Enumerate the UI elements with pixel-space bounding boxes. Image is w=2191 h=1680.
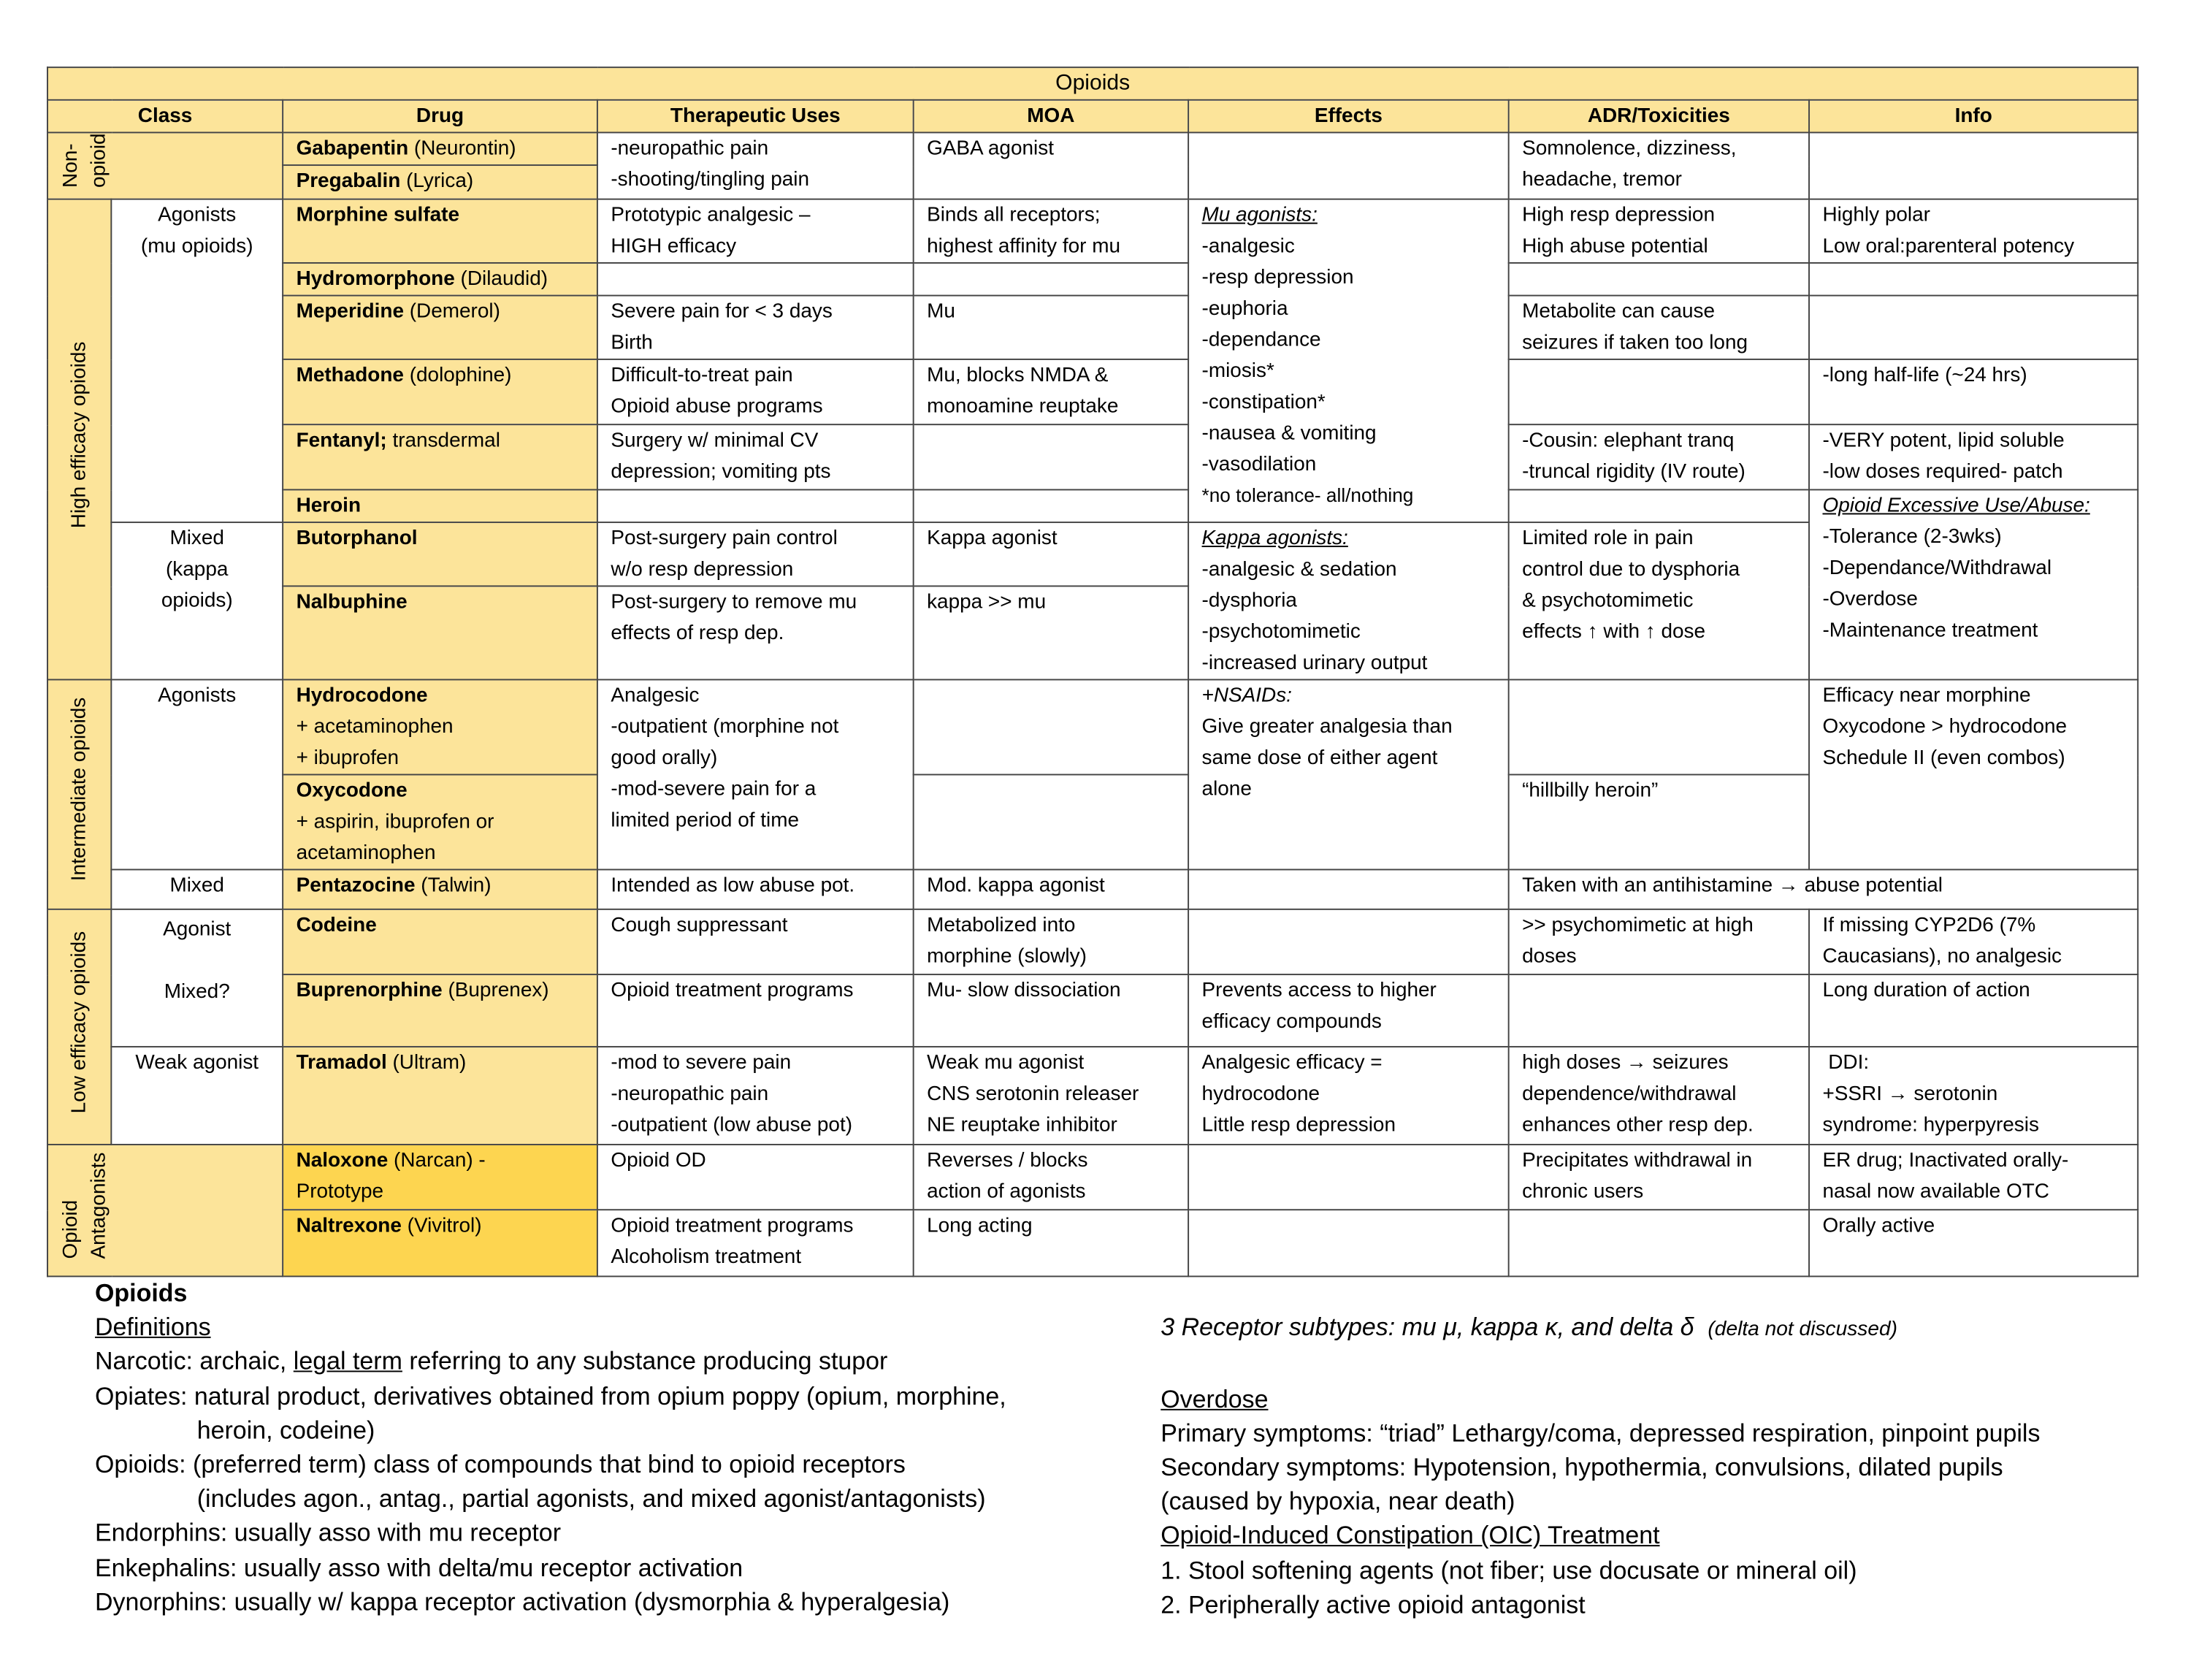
definition-opioids-cont: (includes agon., antag., partial agonists, and mixed agonist/antagonists)	[196, 1484, 986, 1513]
drug-naltrexone: Naltrexone (Vivitrol)	[283, 1210, 597, 1276]
effects-buprenorphine: Prevents access to higher efficacy compounds	[1188, 974, 1509, 1047]
drug-oxycodone: Oxycodone + aspirin, ibuprofen or acetaminophen	[283, 774, 597, 869]
definition-opiates-cont: heroin, codeine)	[196, 1416, 375, 1445]
uses-pentazocine: Intended as low abuse pot.	[597, 869, 914, 909]
moa-buprenorphine: Mu- slow dissociation	[914, 974, 1188, 1047]
moa-heroin	[914, 489, 1188, 522]
info-abuse: Opioid Excessive Use/Abuse: -Tolerance (2-3wks) -Dependance/Withdrawal -Overdose -Maintenance treatment	[1809, 489, 2138, 679]
adr-non-opioid: Somnolence, dizziness, headache, tremor	[1509, 132, 1809, 199]
uses-intermediate: Analgesic -outpatient (morphine not good orally) -mod-severe pain for a limited period of time	[597, 679, 914, 869]
definition-opiates: Opiates: natural product, derivatives obtained from opium poppy (opium, morphine,	[95, 1381, 1006, 1410]
drug-heroin: Heroin	[283, 489, 597, 522]
uses-heroin	[597, 489, 914, 522]
uses-naltrexone: Opioid treatment programs Alcoholism treatment	[597, 1210, 914, 1276]
adr-hydrocodone	[1509, 679, 1809, 774]
uses-methadone: Difficult-to-treat pain Opioid abuse programs	[597, 359, 914, 424]
uses-buprenorphine: Opioid treatment programs	[597, 974, 914, 1047]
effects-codeine	[1188, 909, 1509, 974]
info-meperidine	[1809, 296, 2138, 359]
moa-morphine: Binds all receptors; highest affinity for mu	[914, 199, 1188, 263]
overdose-primary: Primary symptoms: “triad” Lethargy/coma, depressed respiration, pinpoint pupils	[1160, 1419, 2041, 1447]
category-antagonists: Opioid Antagonists	[47, 1145, 283, 1276]
adr-codeine: >> psychomimetic at high doses	[1509, 909, 1809, 974]
drug-fentanyl: Fentanyl; transdermal	[283, 424, 597, 489]
moa-meperidine: Mu	[914, 296, 1188, 359]
drug-codeine: Codeine	[283, 909, 597, 974]
notes-heading: Opioids	[95, 1278, 188, 1307]
subclass-mu-agonists: Agonists (mu opioids)	[111, 199, 283, 522]
adr-morphine: High resp depression High abuse potential	[1509, 199, 1809, 263]
effects-non-opioid	[1188, 132, 1509, 199]
adr-kappa: Limited role in pain control due to dysphoria & psychotomimetic effects ↑ with ↑ dose	[1509, 522, 1809, 679]
adr-meperidine: Metabolite can cause seizures if taken too long	[1509, 296, 1809, 359]
drug-methadone: Methadone (dolophine)	[283, 359, 597, 424]
category-low-efficacy: Low efficacy opioids	[47, 909, 111, 1145]
drug-gabapentin: Gabapentin (Neurontin)	[283, 132, 597, 165]
uses-codeine: Cough suppressant	[597, 909, 914, 974]
info-naloxone: ER drug; Inactivated orally- nasal now available OTC	[1809, 1145, 2138, 1210]
drug-hydromorphone: Hydromorphone (Dilaudid)	[283, 263, 597, 296]
effects-nsaids: +NSAIDs: Give greater analgesia than same dose of either agent alone	[1188, 679, 1509, 869]
moa-naltrexone: Long acting	[914, 1210, 1188, 1276]
notes-left-column	[95, 1275, 1115, 1619]
adr-oxycodone: “hillbilly heroin”	[1509, 774, 1809, 869]
drug-hydrocodone: Hydrocodone + acetaminophen + ibuprofen	[283, 679, 597, 774]
info-hydromorphone	[1809, 263, 2138, 296]
drug-nalbuphine: Nalbuphine	[283, 587, 597, 679]
moa-hydrocodone	[914, 679, 1188, 774]
uses-nalbuphine: Post-surgery to remove mu effects of resp dep.	[597, 587, 914, 679]
uses-naloxone: Opioid OD	[597, 1145, 914, 1210]
table-title: Opioids	[47, 67, 2138, 100]
moa-oxycodone	[914, 774, 1188, 869]
subclass-low-agonist: Agonist Mixed?	[111, 909, 283, 1047]
definition-narcotic: Narcotic: archaic, legal term referring to any substance producing stupor	[95, 1347, 888, 1376]
subclass-intermediate-agonists: Agonists	[111, 679, 283, 869]
info-buprenorphine: Long duration of action	[1809, 974, 2138, 1047]
uses-meperidine: Severe pain for < 3 days Birth	[597, 296, 914, 359]
info-tramadol: DDI: +SSRI → serotonin syndrome: hyperpyresis	[1809, 1047, 2138, 1145]
info-fentanyl: -VERY potent, lipid soluble -low doses required- patch	[1809, 424, 2138, 489]
adr-fentanyl: -Cousin: elephant tranq -truncal rigidity (IV route)	[1509, 424, 1809, 489]
uses-tramadol: -mod to severe pain -neuropathic pain -outpatient (low abuse pot)	[597, 1047, 914, 1145]
subclass-intermediate-mixed: Mixed	[111, 869, 283, 909]
adr-heroin	[1509, 489, 1809, 522]
notes-right-column	[1160, 1275, 2152, 1621]
moa-non-opioid: GABA agonist	[914, 132, 1188, 199]
adr-tramadol: high doses → seizures dependence/withdrawal enhances other resp dep.	[1509, 1047, 1809, 1145]
receptor-subtypes: 3 Receptor subtypes: mu μ, kappa κ, and delta δ (delta not discussed)	[1160, 1313, 1898, 1342]
moa-fentanyl	[914, 424, 1188, 489]
definition-endorphins: Endorphins: usually asso with mu receptor	[95, 1519, 562, 1547]
category-intermediate: Intermediate opioids	[47, 679, 111, 909]
uses-butorphanol: Post-surgery pain control w/o resp depression	[597, 522, 914, 587]
adr-buprenorphine	[1509, 974, 1809, 1047]
moa-pentazocine: Mod. kappa agonist	[914, 869, 1188, 909]
info-intermediate: Efficacy near morphine Oxycodone > hydrocodone Schedule II (even combos)	[1809, 679, 2138, 869]
definition-opioids: Opioids: (preferred term) class of compounds that bind to opioid receptors	[95, 1450, 906, 1478]
moa-naloxone: Reverses / blocks action of agonists	[914, 1145, 1188, 1210]
header-drug: Drug	[283, 100, 597, 133]
adr-pentazocine: Taken with an antihistamine → abuse potential	[1509, 869, 2138, 909]
oic-item-1: 1. Stool softening agents (not fiber; use docusate or mineral oil)	[1160, 1555, 1857, 1584]
uses-non-opioid: -neuropathic pain -shooting/tingling pain	[597, 132, 914, 199]
category-non-opioid: Non- opioid	[47, 132, 283, 199]
drug-meperidine: Meperidine (Demerol)	[283, 296, 597, 359]
info-codeine: If missing CYP2D6 (7% Caucasians), no analgesic	[1809, 909, 2138, 974]
drug-morphine: Morphine sulfate	[283, 199, 597, 263]
info-non-opioid	[1809, 132, 2138, 199]
drug-naloxone: Naloxone (Narcan) - Prototype	[283, 1145, 597, 1210]
overdose-secondary: Secondary symptoms: Hypotension, hypothermia, convulsions, dilated pupils	[1160, 1452, 2003, 1481]
oic-item-2: 2. Peripherally active opioid antagonist	[1160, 1589, 1586, 1619]
effects-naltrexone	[1188, 1210, 1509, 1276]
uses-fentanyl: Surgery w/ minimal CV depression; vomiting pts	[597, 424, 914, 489]
info-morphine: Highly polar Low oral:parenteral potency	[1809, 199, 2138, 263]
header-moa: MOA	[914, 100, 1188, 133]
subclass-weak-agonist: Weak agonist	[111, 1047, 283, 1145]
header-effects: Effects	[1188, 100, 1509, 133]
moa-hydromorphone	[914, 263, 1188, 296]
drug-pregabalin: Pregabalin (Lyrica)	[283, 165, 597, 199]
moa-nalbuphine: kappa >> mu	[914, 587, 1188, 679]
effects-pentazocine	[1188, 869, 1509, 909]
definition-enkephalins: Enkephalins: usually asso with delta/mu receptor activation	[95, 1553, 743, 1581]
info-naltrexone: Orally active	[1809, 1210, 2138, 1276]
oic-heading: Opioid-Induced Constipation (OIC) Treatment	[1160, 1521, 1660, 1550]
moa-tramadol: Weak mu agonist CNS serotonin releaser NE reuptake inhibitor	[914, 1047, 1188, 1145]
moa-methadone: Mu, blocks NMDA & monoamine reuptake	[914, 359, 1188, 424]
definition-dynorphins: Dynorphins: usually w/ kappa receptor activation (dysmorphia & hyperalgesia)	[95, 1587, 950, 1616]
adr-naltrexone	[1509, 1210, 1809, 1276]
drug-butorphanol: Butorphanol	[283, 522, 597, 587]
effects-mu-agonists: Mu agonists: -analgesic -resp depression -euphoria -dependance -miosis* -constipation* -nausea & vomiting -vasodilation *no tolerance- all/nothing	[1188, 199, 1509, 522]
header-adr: ADR/Toxicities	[1509, 100, 1809, 133]
overdose-secondary-cont: (caused by hypoxia, near death)	[1160, 1486, 1515, 1516]
category-high-efficacy: High efficacy opioids	[47, 199, 111, 680]
definitions-heading: Definitions	[95, 1313, 211, 1342]
effects-naloxone	[1188, 1145, 1509, 1210]
drug-pentazocine: Pentazocine (Talwin)	[283, 869, 597, 909]
adr-naloxone: Precipitates withdrawal in chronic users	[1509, 1145, 1809, 1210]
drug-tramadol: Tramadol (Ultram)	[283, 1047, 597, 1145]
moa-butorphanol: Kappa agonist	[914, 522, 1188, 587]
uses-morphine: Prototypic analgesic – HIGH efficacy	[597, 199, 914, 263]
effects-kappa-agonists: Kappa agonists: -analgesic & sedation -dysphoria -psychotomimetic -increased urinary output	[1188, 522, 1509, 679]
opioid-table	[47, 66, 2138, 1277]
adr-hydromorphone	[1509, 263, 1809, 296]
adr-methadone	[1509, 359, 1809, 424]
effects-tramadol: Analgesic efficacy = hydrocodone Little resp depression	[1188, 1047, 1509, 1145]
overdose-heading: Overdose	[1160, 1384, 1269, 1413]
moa-codeine: Metabolized into morphine (slowly)	[914, 909, 1188, 974]
subclass-mixed-kappa: Mixed (kappa opioids)	[111, 522, 283, 679]
drug-buprenorphine: Buprenorphine (Buprenex)	[283, 974, 597, 1047]
header-uses: Therapeutic Uses	[597, 100, 914, 133]
uses-hydromorphone	[597, 263, 914, 296]
info-methadone: -long half-life (~24 hrs)	[1809, 359, 2138, 424]
header-info: Info	[1809, 100, 2138, 133]
header-class: Class	[47, 100, 283, 133]
